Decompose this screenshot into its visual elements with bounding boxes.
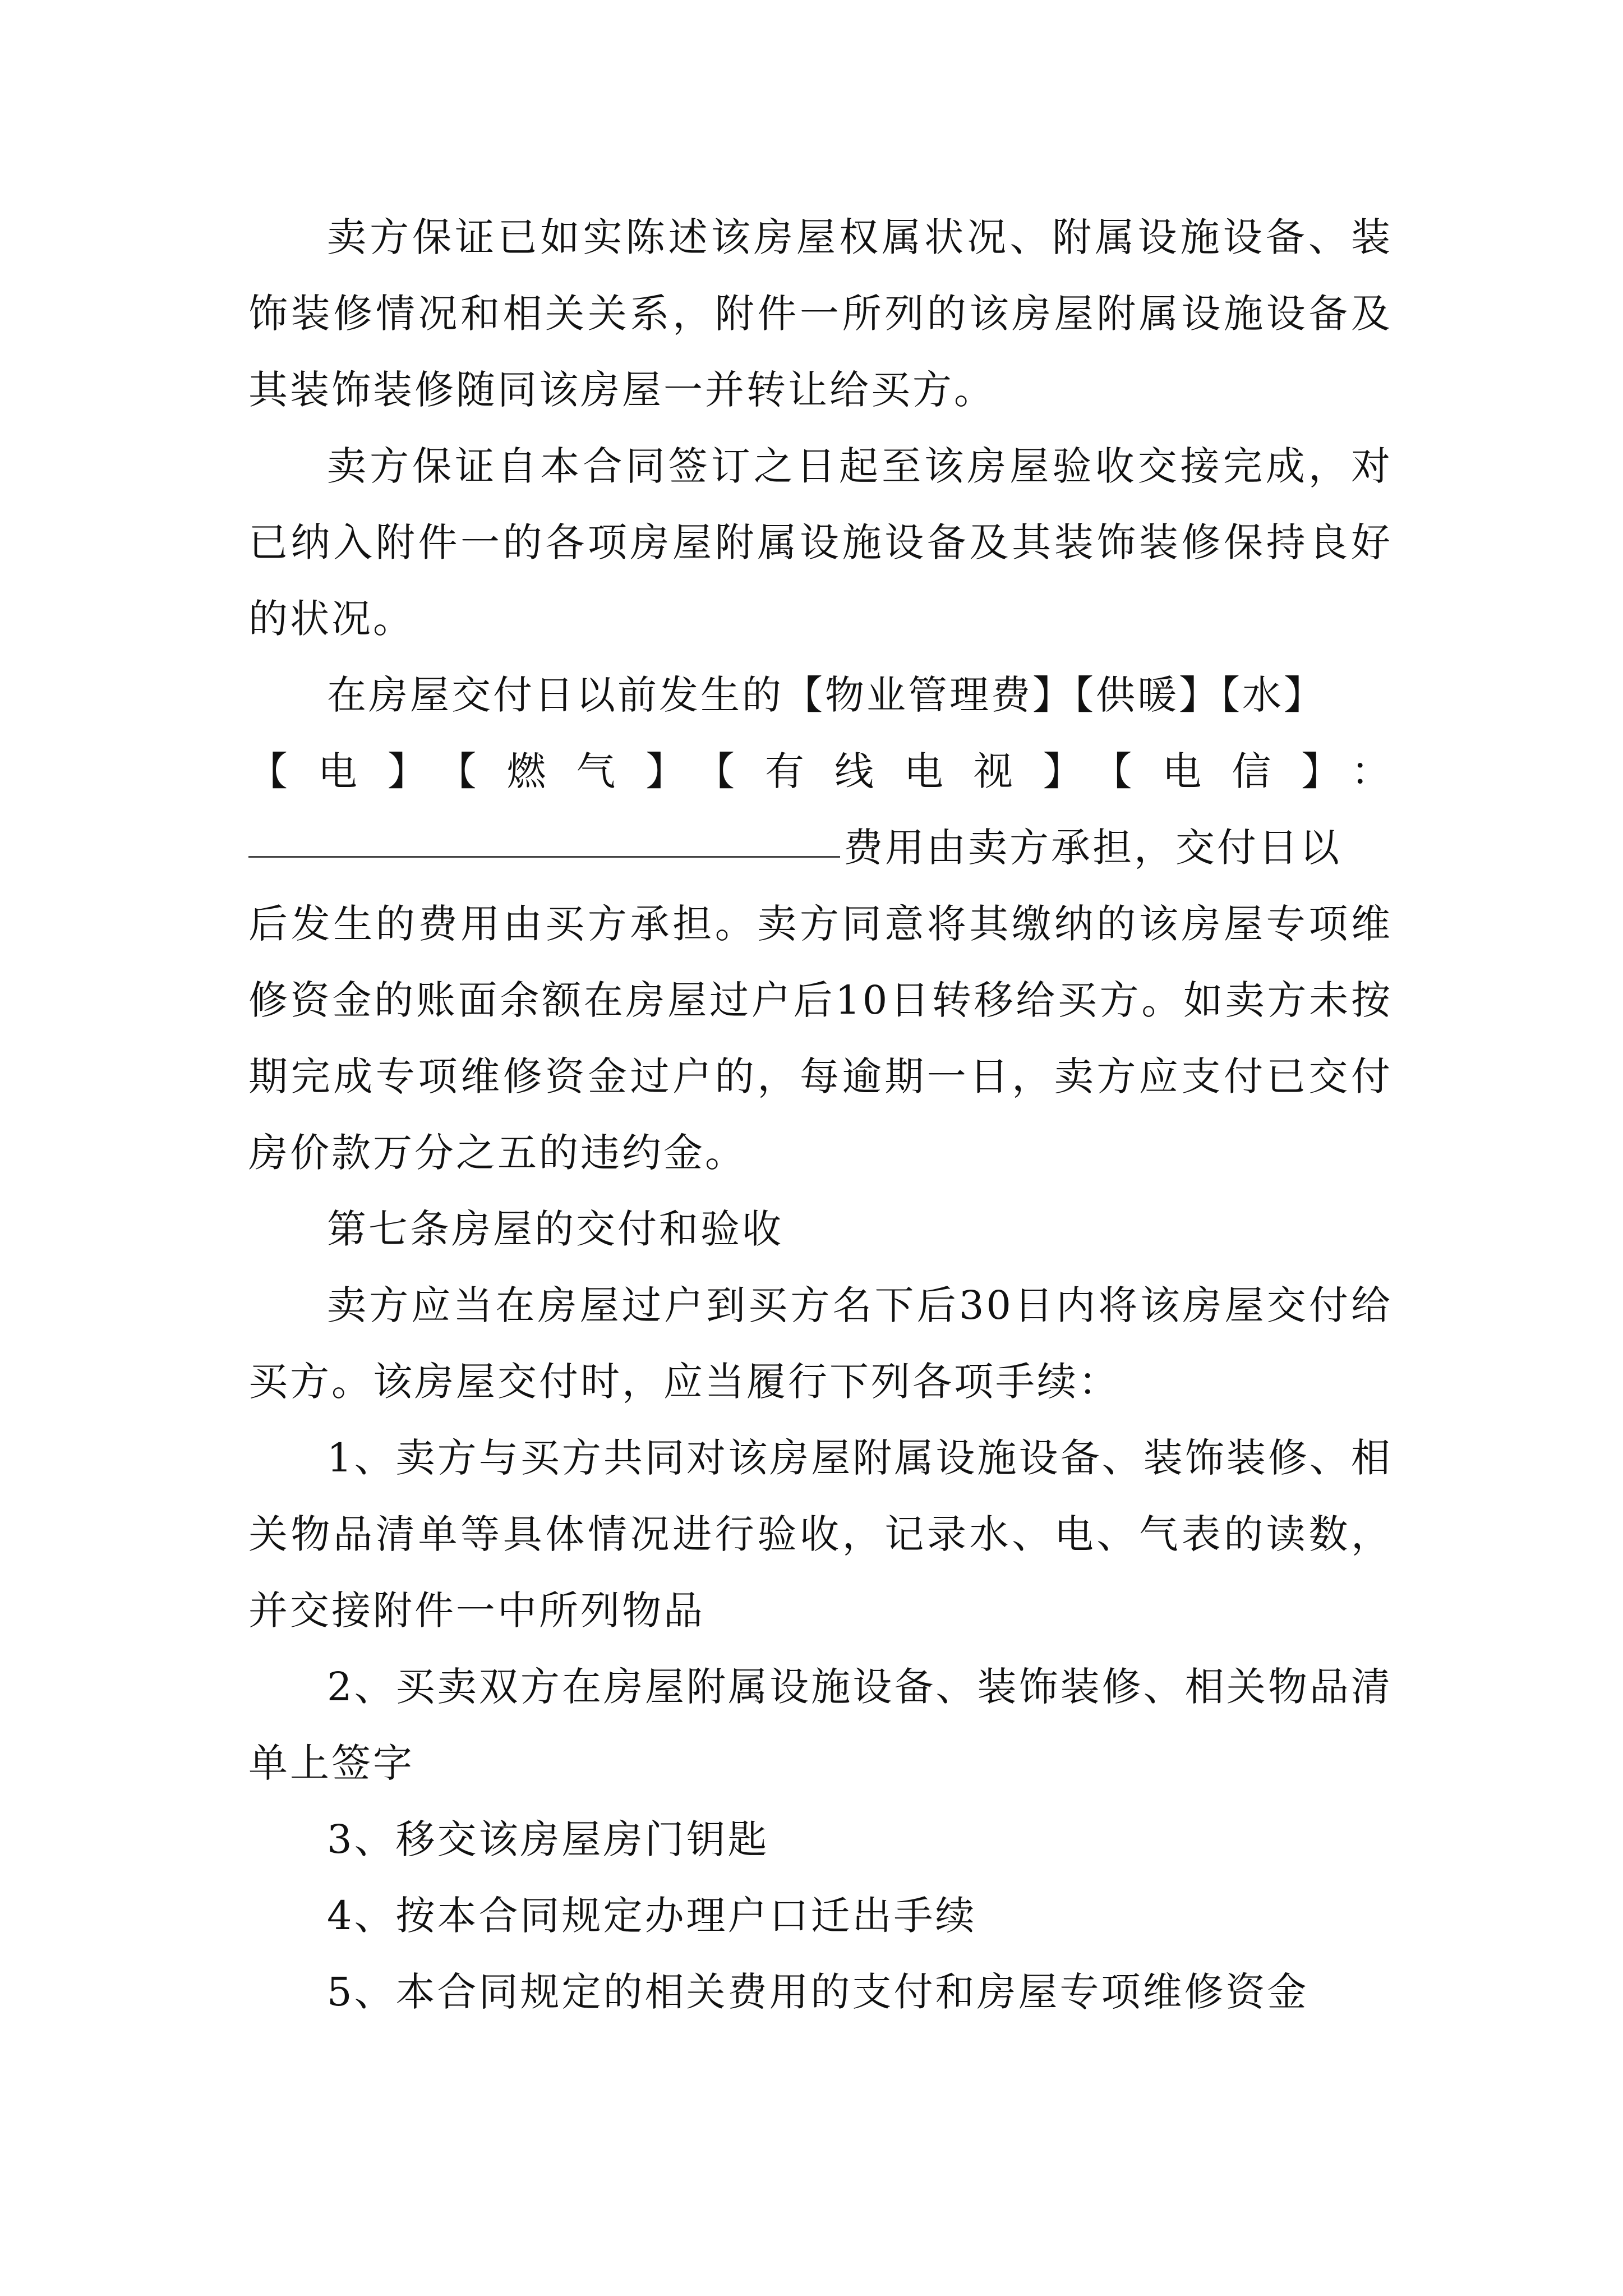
paragraph-delivery-deadline: 卖方应当在房屋过户到买方名下后30日内将该房屋交付给买方。该房屋交付时，应当履行下列各项手续： (248, 1282, 1393, 1405)
paragraph-fees-line1: 在房屋交付日以前发生的【物业管理费】【供暖】【水】 (327, 672, 1325, 718)
paragraph-fees-line2: 【电】【燃气】【有线电视】【电信】： (248, 748, 1393, 794)
fill-in-blank-line (248, 855, 840, 858)
list-item-4: 4、按本合同规定办理户口迁出手续 (327, 1893, 977, 1939)
paragraph-fees-rest: 后发生的费用由买方承担。卖方同意将其缴纳的该房屋专项维修资金的账面余额在房屋过户后10日转移给买方。如卖方未按期完成专项维修资金过户的，每逾期一日，卖方应支付已交付房价款万分之五的违约金。 (248, 901, 1393, 1176)
list-item-3: 3、移交该房屋房门钥匙 (327, 1816, 769, 1862)
document-body (248, 199, 1393, 2030)
list-item-1: 1、卖方与买方共同对该房屋附属设施设备、装饰装修、相关物品清单等具体情况进行验收，记录水、电、气表的读数，并交接附件一中所列物品 (248, 1435, 1393, 1634)
paragraph-fees-fill-tail: 费用由卖方承担，交付日以 (843, 825, 1341, 871)
list-item-2: 2、买卖双方在房屋附属设施设备、装饰装修、相关物品清单上签字 (248, 1664, 1393, 1786)
list-item-5: 5、本合同规定的相关费用的支付和房屋专项维修资金 (327, 1969, 1309, 2015)
paragraph-seller-guarantee-condition: 卖方保证自本合同签订之日起至该房屋验收交接完成，对已纳入附件一的各项房屋附属设施设备及其装饰装修保持良好的状况。 (248, 443, 1393, 642)
paragraph-seller-guarantee-disclosure: 卖方保证已如实陈述该房屋权属状况、附属设施设备、装饰装修情况和相关关系，附件一所列的该房屋附属设施设备及其装饰装修随同该房屋一并转让给买方。 (248, 214, 1393, 413)
paragraph-fees-fill-row (248, 809, 1393, 886)
article-7-title: 第七条房屋的交付和验收 (327, 1206, 783, 1252)
